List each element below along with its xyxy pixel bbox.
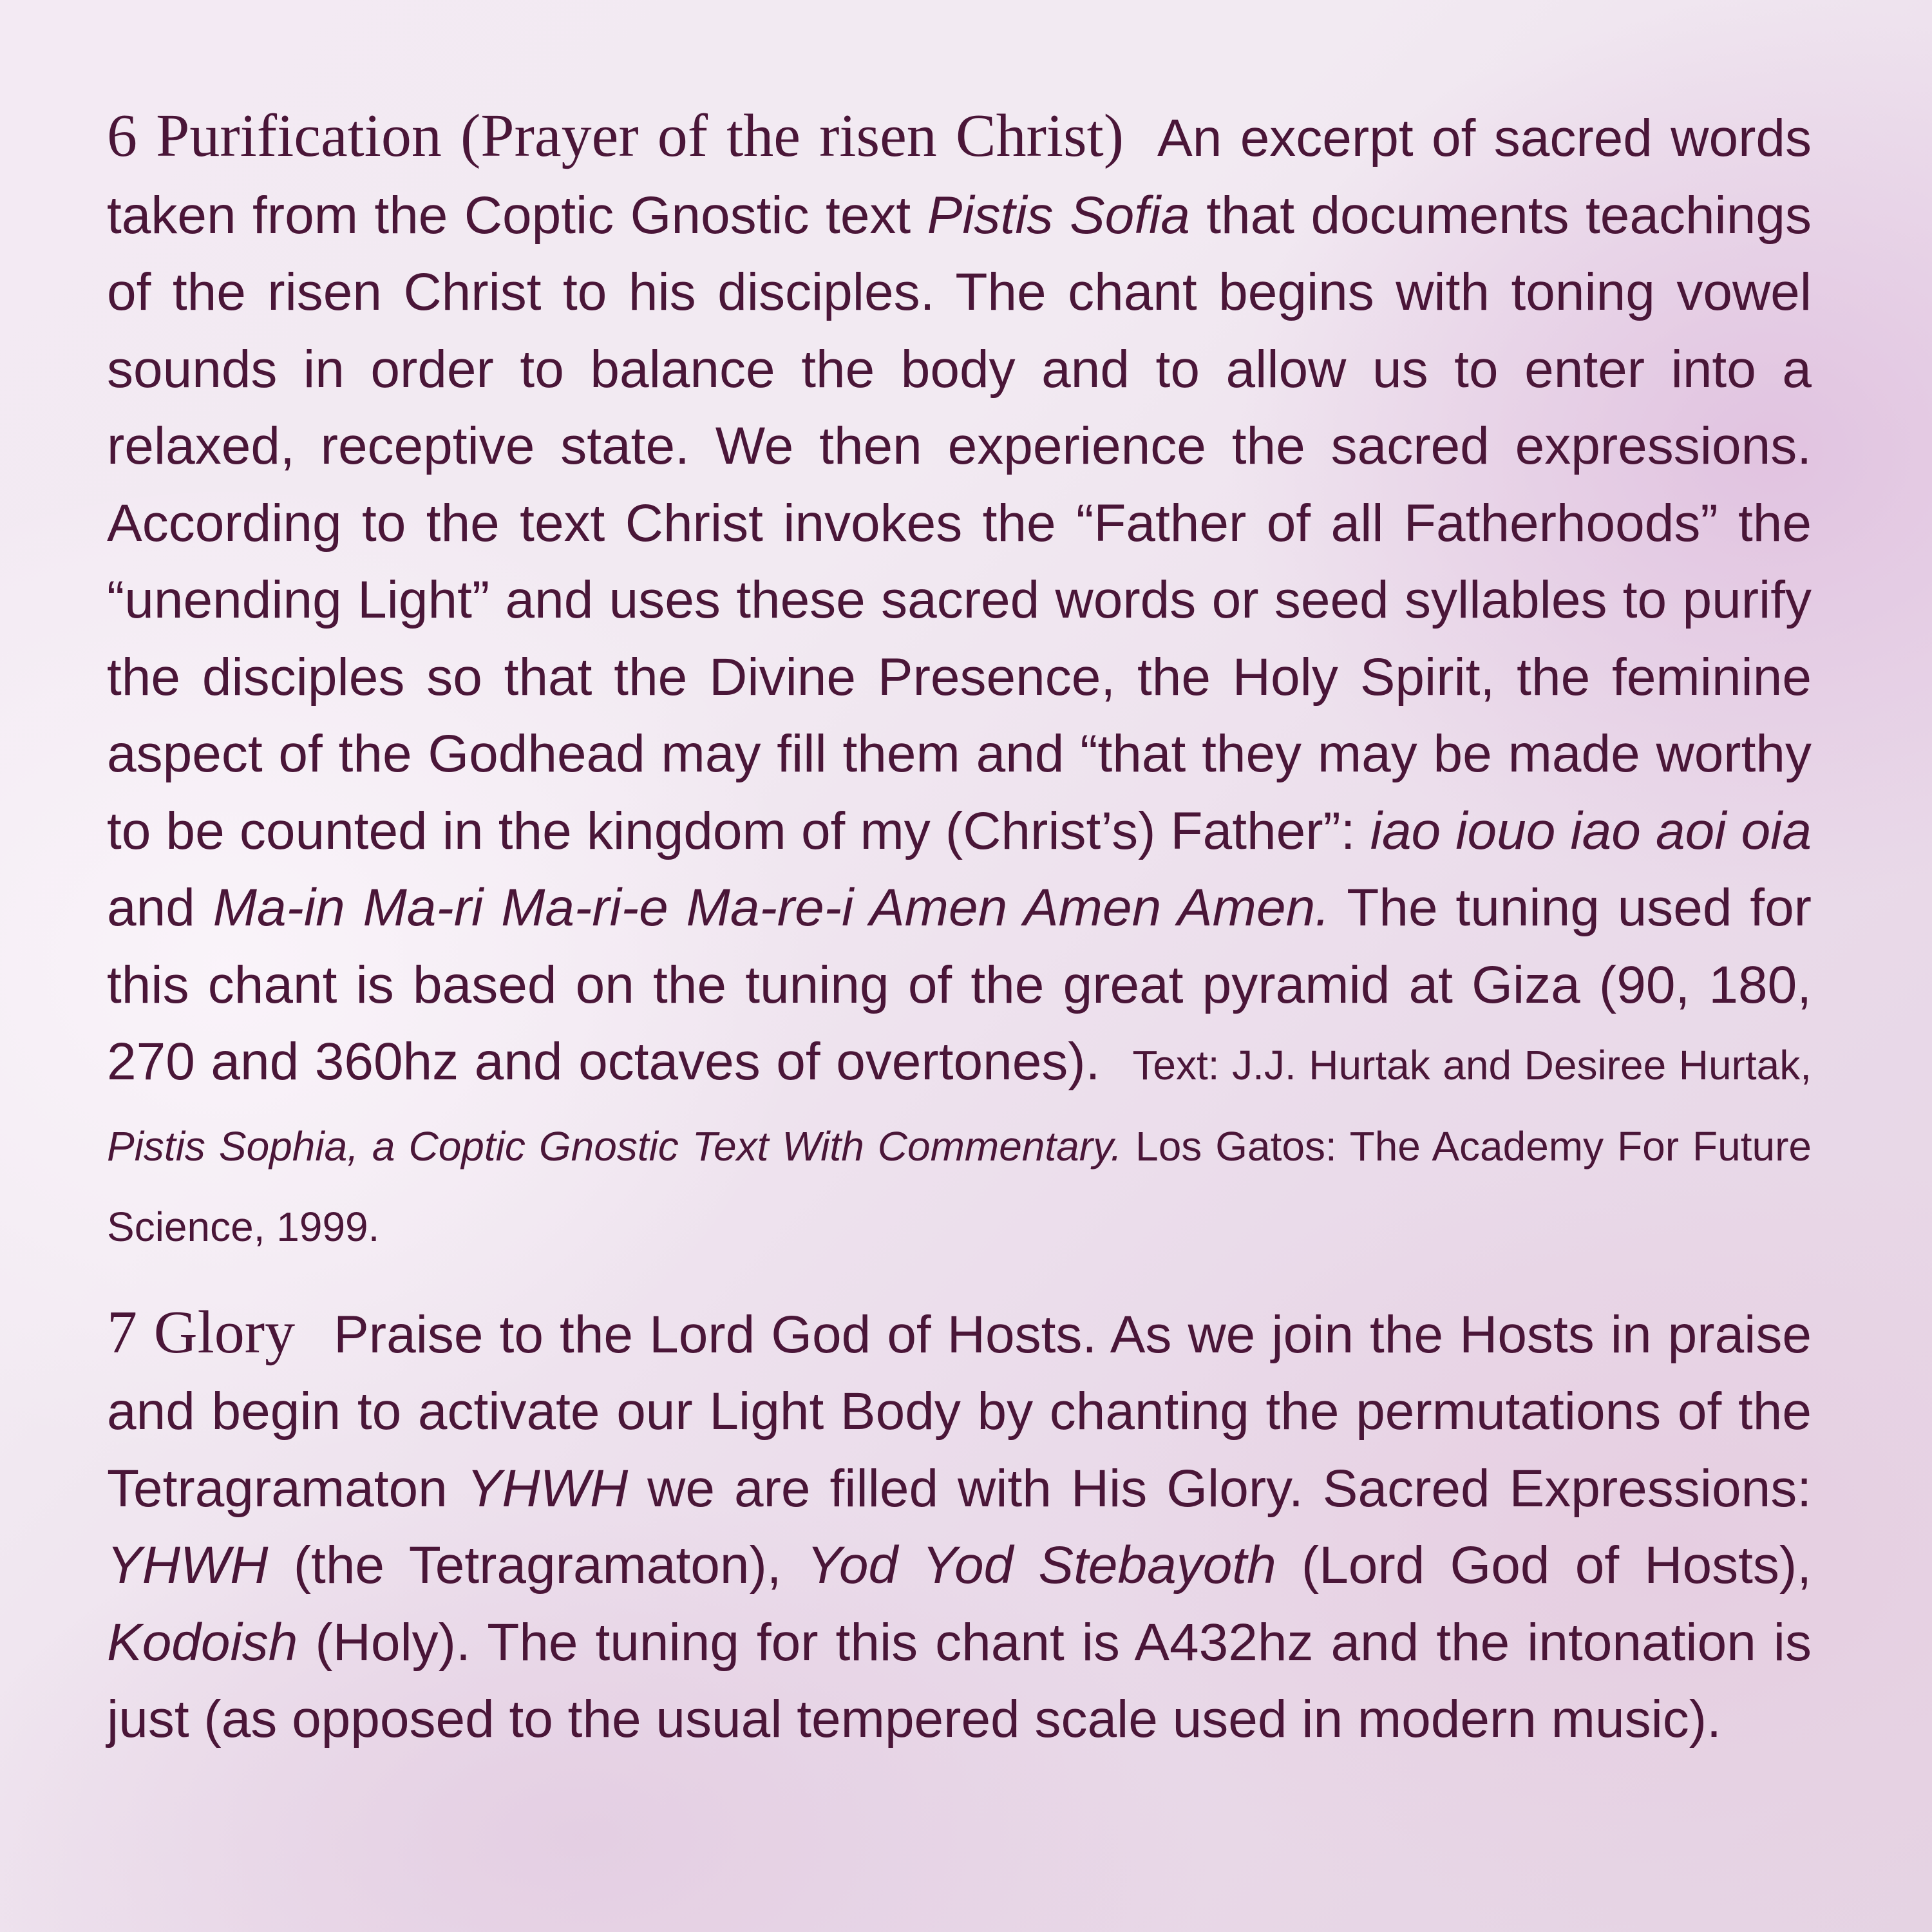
track-7-tetragramaton: YHWH [466, 1459, 629, 1518]
track-6-heading: 6 Purification (Prayer of the risen Christ) [107, 102, 1124, 169]
track-6-text-part-2: that documents teachings of the risen Christ to his disciples. The chant begins with toning vowel sounds in order to balance the body and to allow us to enter into a relaxed, receptive state. We then experience the sacred expressions. According to the text Christ invokes the “Father of all Fatherhoods” the “unending Light” and uses these sacred words or seed syllables to purify the disciples so that the Divine Presence, the Holy Spirit, the feminine aspect of the Godhead may fill them and “that they may be made worthy to be counted in the kingdom of my (Christ’s) Father”: [107, 185, 1812, 860]
track-6-entry [107, 98, 1812, 1266]
track-6-reference-label: Text: J.J. Hurtak and Desiree Hurtak, [1132, 1042, 1812, 1088]
track-6-source-title: Pistis Sofia [927, 185, 1190, 245]
track-7-text-part-3: (the Tetragramaton), [268, 1536, 807, 1595]
track-6-vowel-syllables: iao iouo iao aoi oia [1370, 801, 1812, 860]
liner-notes-page [107, 98, 1812, 1758]
track-7-text-part-1: Praise to the Lord God of Hosts. As we join the Hosts in praise and begin to activate our Light Body by chanting the permutations of the Tetragramaton [107, 1305, 1812, 1518]
track-6-reference-publisher: Los Gatos: The Academy For Future Science, 1999. [107, 1122, 1812, 1250]
track-7-entry [107, 1294, 1812, 1758]
track-7-expression-stebayoth: Yod Yod Stebayoth [806, 1536, 1276, 1595]
track-7-expression-kodoish: Kodoish [107, 1613, 298, 1672]
track-7-heading: 7 Glory [107, 1298, 296, 1366]
track-6-text-part-3: and [107, 878, 213, 937]
track-7-text-part-2: we are filled with His Glory. Sacred Expressions: [628, 1459, 1812, 1518]
track-7-text-part-4: (Lord God of Hosts), [1276, 1536, 1812, 1595]
track-7-expression-yhwh: YHWH [107, 1536, 269, 1595]
track-6-text-part-4: The tuning used for this chant is based on the tuning of the great pyramid at Giza (90, 180, 270 and 360hz and octaves of overtones). [107, 878, 1812, 1091]
track-6-sacred-words: Ma-in Ma-ri Ma-ri-e Ma-re-i Amen Amen Amen. [213, 878, 1330, 937]
track-6-text-part-1: An excerpt of sacred words taken from the Coptic Gnostic text [107, 109, 1812, 245]
track-6-reference-title: Pistis Sophia, a Coptic Gnostic Text With Commentary. [107, 1122, 1122, 1170]
track-7-text-part-5: (Holy). The tuning for this chant is A432hz and the intonation is just (as opposed to the usual tempered scale used in modern music). [107, 1613, 1812, 1748]
